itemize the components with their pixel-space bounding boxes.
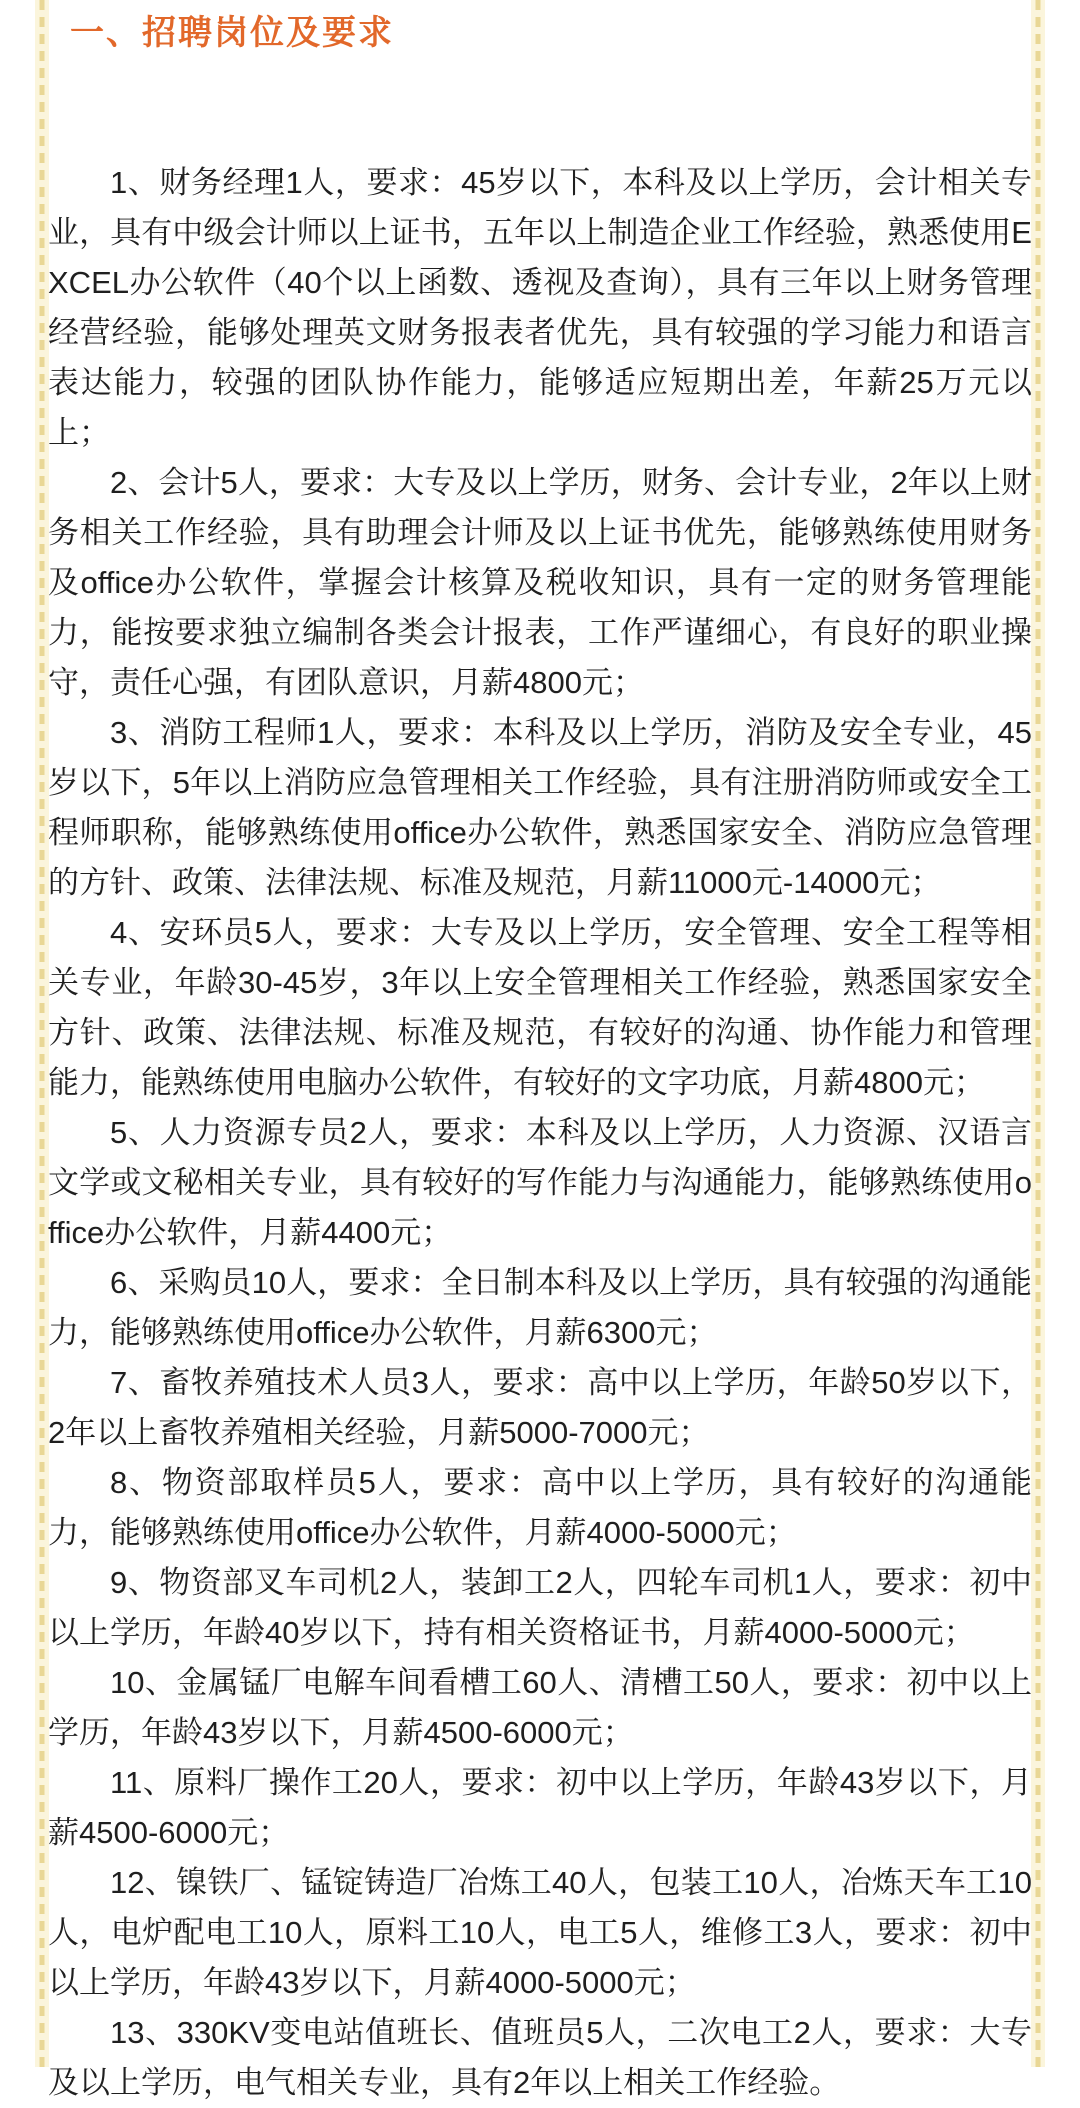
right-dashed-border	[1031, 0, 1045, 2067]
job-item-paragraph: 2、会计5人，要求：大专及以上学历，财务、会计专业，2年以上财务相关工作经验，具有助理会计师及以上证书优先，能够熟练使用财务及office办公软件，掌握会计核算及税收知识，具有一定的财务管理能力，能按要求独立编制各类会计报表，工作严谨细心，有良好的职业操守，责任心强，有团队意识，月薪4800元；	[48, 465, 1032, 700]
section-title: 一、招聘岗位及要求	[70, 14, 394, 52]
job-item-paragraph: 10、金属锰厂电解车间看槽工60人、清槽工50人，要求：初中以上学历，年龄43岁以下，月薪4500-6000元；	[48, 1665, 1032, 1750]
job-item-paragraph: 7、畜牧养殖技术人员3人，要求：高中以上学历，年龄50岁以下，2年以上畜牧养殖相关经验，月薪5000-7000元；	[48, 1365, 1032, 1450]
job-item-paragraph: 12、镍铁厂、锰锭铸造厂冶炼工40人，包装工10人，冶炼天车工10人，电炉配电工10人，原料工10人，电工5人，维修工3人，要求：初中以上学历，年龄43岁以下，月薪4000-5000元；	[48, 1865, 1032, 2000]
job-item-paragraph: 9、物资部叉车司机2人，装卸工2人，四轮车司机1人，要求：初中以上学历，年龄40岁以下，持有相关资格证书，月薪4000-5000元；	[48, 1565, 1032, 1650]
job-item-paragraph: 13、330KV变电站值班长、值班员5人，二次电工2人，要求：大专及以上学历，电气相关专业，具有2年以上相关工作经验。	[48, 2015, 1032, 2100]
job-item-paragraph: 11、原料厂操作工20人，要求：初中以上学历，年龄43岁以下，月薪4500-6000元；	[48, 1765, 1032, 1850]
job-item-paragraph: 1、财务经理1人，要求：45岁以下，本科及以上学历，会计相关专业，具有中级会计师以上证书，五年以上制造企业工作经验，熟悉使用EXCEL办公软件（40个以上函数、透视及查询），具有三年以上财务管理经营经验，能够处理英文财务报表者优先，具有较强的学习能力和语言表达能力，较强的团队协作能力，能够适应短期出差，年薪25万元以上；	[48, 165, 1032, 450]
job-item-paragraph: 3、消防工程师1人，要求：本科及以上学历，消防及安全专业，45岁以下，5年以上消防应急管理相关工作经验，具有注册消防师或安全工程师职称，能够熟练使用office办公软件，熟悉国家安全、消防应急管理的方针、政策、法律法规、标准及规范，月薪11000元-14000元；	[48, 715, 1032, 900]
job-item-paragraph: 6、采购员10人，要求：全日制本科及以上学历，具有较强的沟通能力，能够熟练使用office办公软件，月薪6300元；	[48, 1265, 1032, 1350]
job-item-paragraph: 8、物资部取样员5人，要求：高中以上学历，具有较好的沟通能力，能够熟练使用office办公软件，月薪4000-5000元；	[48, 1465, 1032, 1550]
job-item-paragraph: 4、安环员5人，要求：大专及以上学历，安全管理、安全工程等相关专业，年龄30-45岁，3年以上安全管理相关工作经验，熟悉国家安全方针、政策、法律法规、标准及规范，有较好的沟通、协作能力和管理能力，能熟练使用电脑办公软件，有较好的文字功底，月薪4800元；	[48, 915, 1032, 1100]
job-item-paragraph: 5、人力资源专员2人，要求：本科及以上学历，人力资源、汉语言文学或文秘相关专业，具有较好的写作能力与沟通能力，能够熟练使用office办公软件，月薪4400元；	[48, 1115, 1032, 1250]
article-content	[48, 0, 1032, 2108]
job-list	[48, 158, 1032, 2108]
left-dashed-border	[35, 0, 49, 2067]
